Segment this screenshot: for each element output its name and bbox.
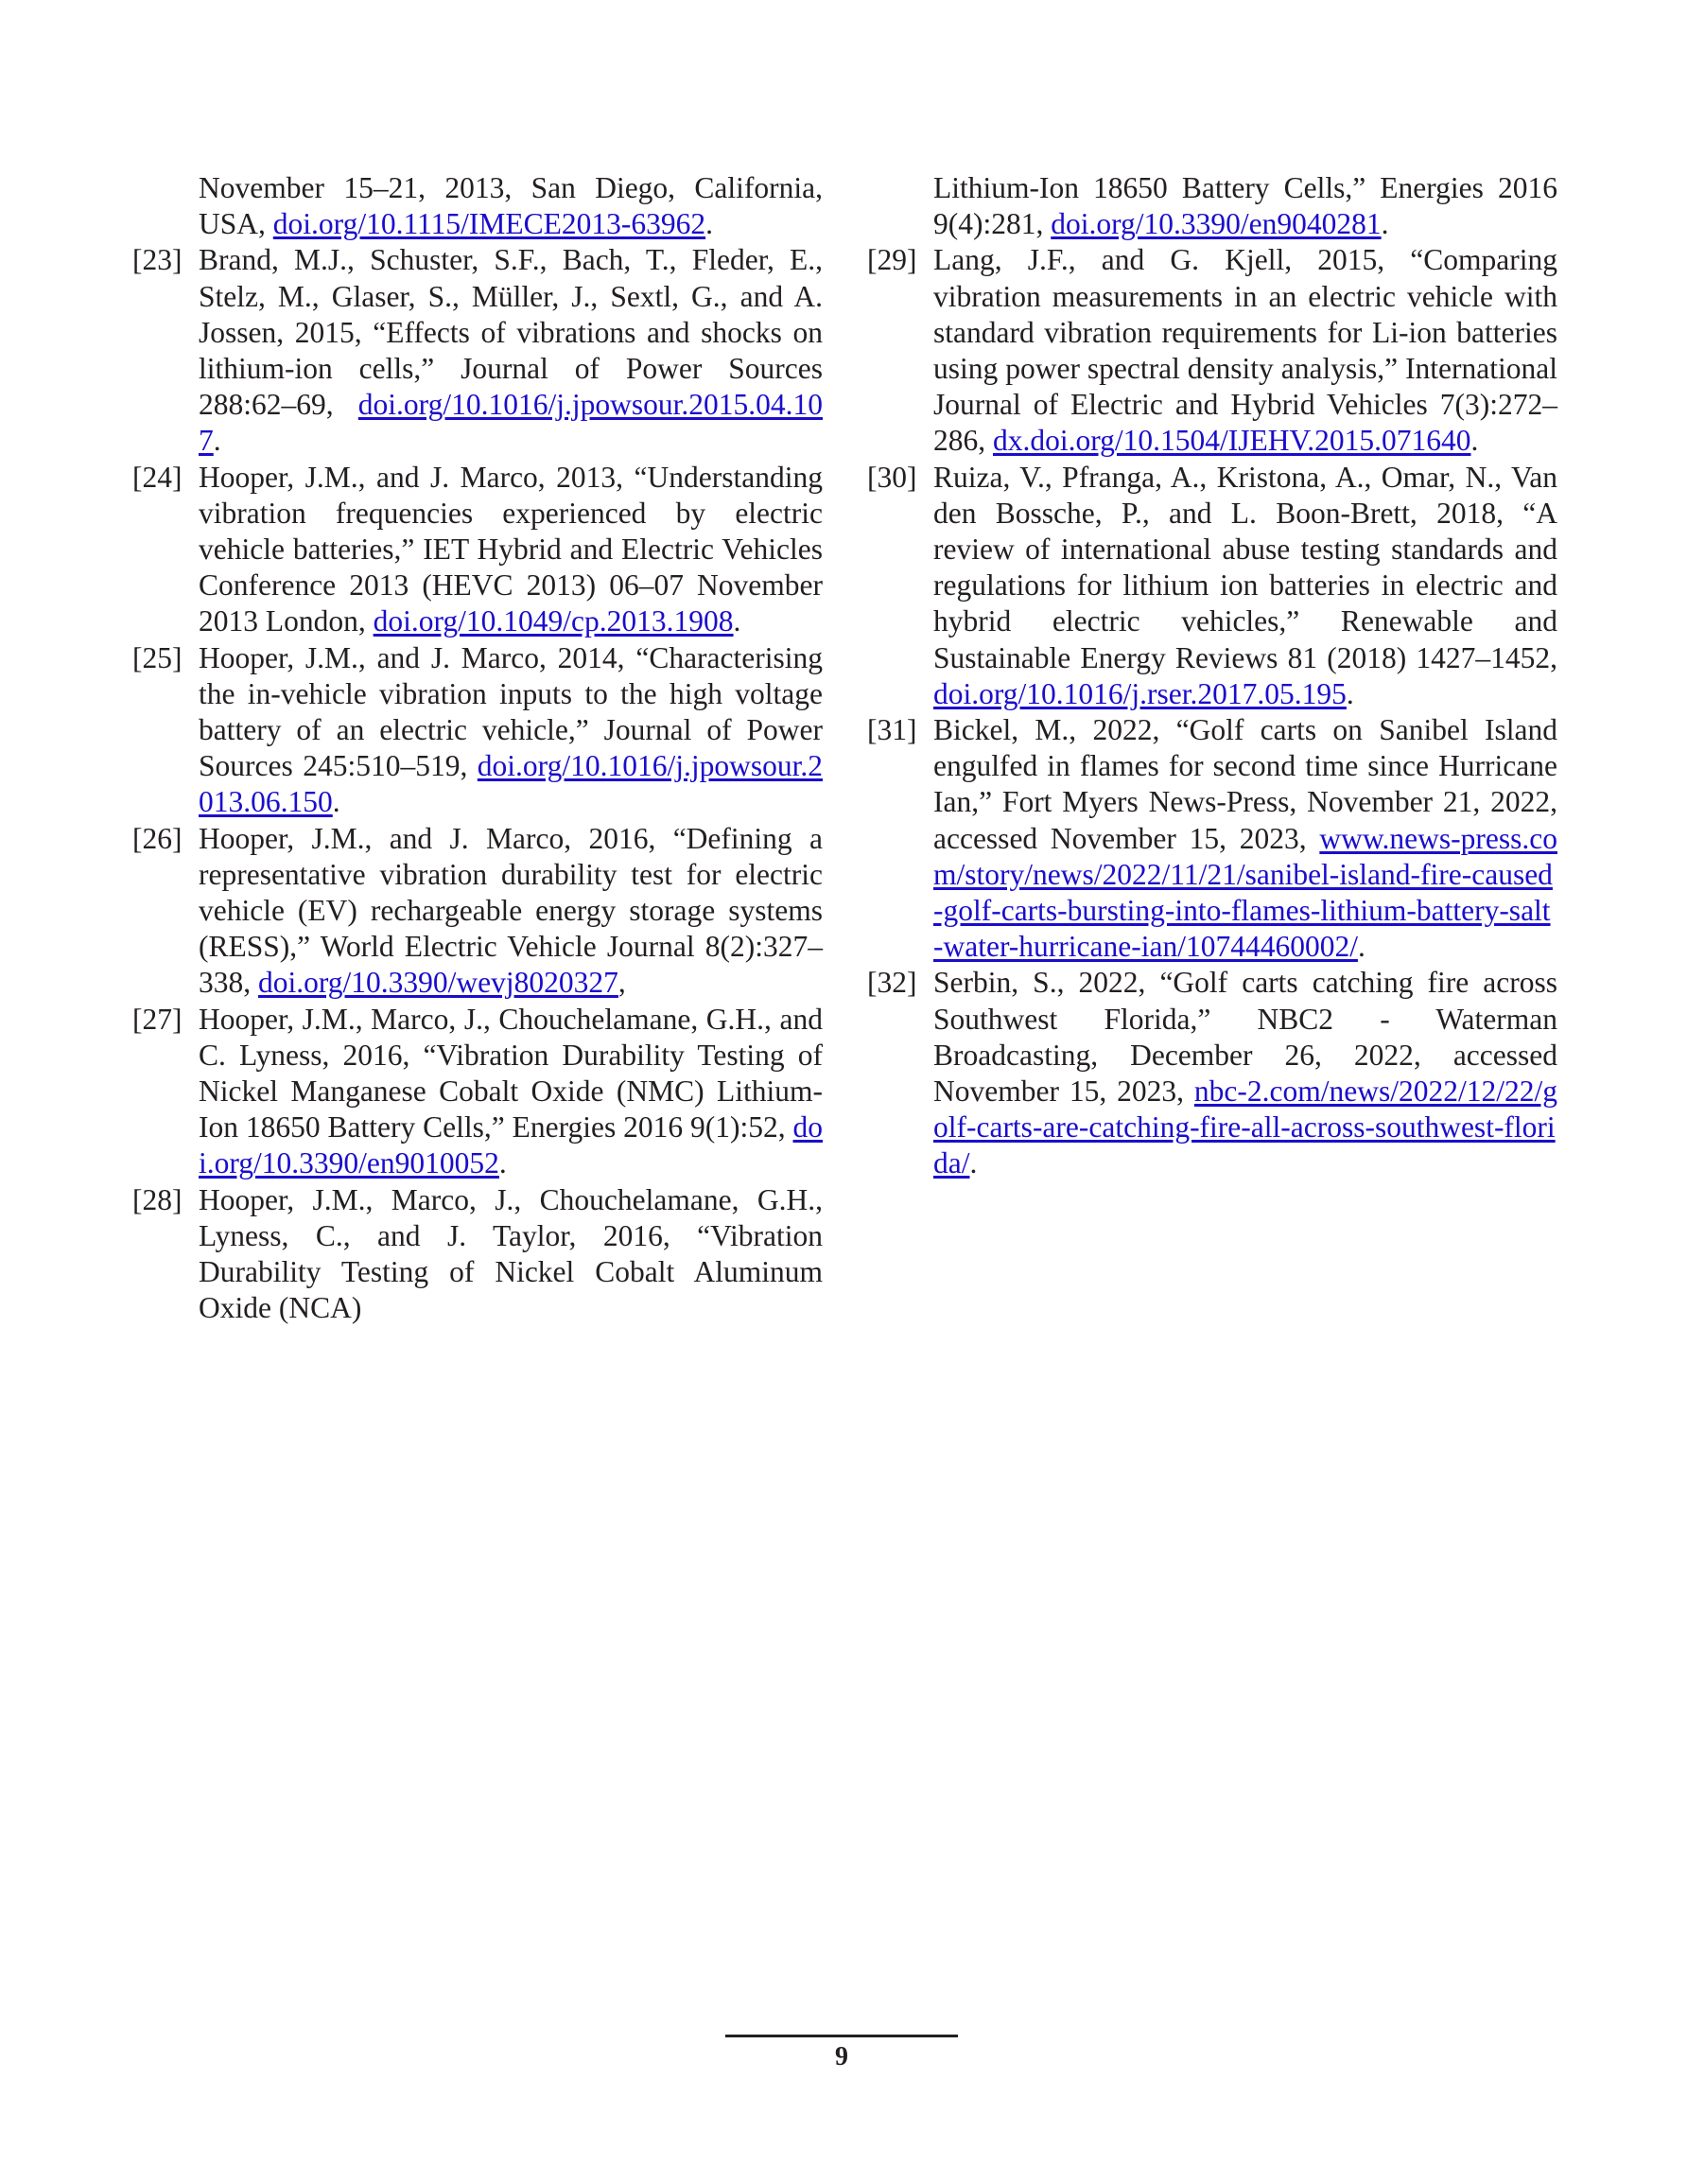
references-right-column: [867, 170, 1557, 1182]
reference-text: Bickel, M., 2022, “Golf carts on Sanibel Island engulfed in flames for second time since Hurricane Ian,” Fort Myers News-Press, November 21, 2022, accessed November 15, 2023,: [933, 713, 1557, 855]
reference-link[interactable]: doi.org/10.1016/j.jpowsour.2015.04.107: [199, 388, 823, 458]
reference-link[interactable]: doi.org/10.3390/en9010052: [199, 1110, 823, 1180]
reference-text: November 15–21, 2013, San Diego, California, USA,: [199, 171, 823, 241]
reference-number: [25]: [132, 640, 183, 674]
reference-link[interactable]: dx.doi.org/10.1504/IJEHV.2015.071640: [993, 424, 1471, 458]
references-left-column: [132, 170, 823, 1327]
reference-end: .: [733, 604, 741, 638]
reference-link[interactable]: doi.org/10.3390/wevj8020327: [258, 966, 618, 1000]
reference-text: Ruiza, V., Pfranga, A., Kristona, A., Omar, N., Van den Bossche, P., and L. Boon-Brett, 2018, “A review of international abuse testing standards and regulations for lithium ion batteries in electric and hybrid electric vehicles,” Renewable and Sustainable Energy Reviews 81 (2018) 1427–1452,: [933, 460, 1557, 674]
reference-31: [867, 712, 1557, 965]
reference-link[interactable]: doi.org/10.1115/IMECE2013-63962: [272, 207, 706, 241]
reference-30: [867, 460, 1557, 712]
reference-29: [867, 242, 1557, 459]
reference-number: [27]: [132, 1002, 183, 1036]
reference-32: [867, 965, 1557, 1181]
reference-28: [132, 1182, 823, 1327]
reference-text: Hooper, J.M., Marco, J., Chouchelamane, G.H., and C. Lyness, 2016, “Vibration Durability Testing of Nickel Manganese Cobalt Oxide (NMC) Lithium-Ion 18650 Battery Cells,” Energies 2016 9(1):52,: [199, 1002, 823, 1144]
reference-text: Brand, M.J., Schuster, S.F., Bach, T., Fleder, E., Stelz, M., Glaser, S., Müller, J., Sextl, G., and A. Jossen, 2015, “Effects of vibrations and shocks on lithium-ion cells,” Journal of Power Sources 288:62–69,: [199, 243, 823, 422]
page-number: 9: [835, 2042, 848, 2071]
reference-end: .: [498, 1146, 507, 1180]
reference-text: Lang, J.F., and G. Kjell, 2015, “Comparing vibration measurements in an electric vehicle with standard vibration requirements for Li-ion batteries using power spectral density analysis,” International Journal of Electric and Hybrid Vehicles 7(3):272–286,: [933, 243, 1557, 458]
reference-number: [26]: [132, 821, 183, 855]
reference-text: Hooper, J.M., and J. Marco, 2016, “Defining a representative vibration durability test for electric vehicle (EV) rechargeable energy storage systems (RESS),” World Electric Vehicle Journal 8(2):327–338,: [199, 821, 823, 1000]
reference-link[interactable]: doi.org/10.1016/j.rser.2017.05.195: [933, 676, 1347, 710]
reference-continuation: [867, 170, 1557, 242]
reference-text: Lithium-Ion 18650 Battery Cells,” Energies 2016 9(4):281,: [933, 171, 1557, 241]
reference-number: [23]: [132, 243, 183, 277]
footer-rule: [725, 2035, 958, 2037]
reference-25: [132, 640, 823, 821]
reference-end: .: [1357, 930, 1365, 964]
reference-number: [31]: [867, 713, 917, 747]
reference-end: .: [213, 424, 221, 458]
reference-link[interactable]: www.news-press.com/story/news/2022/11/21/sanibel-island-fire-caused-golf-carts-bursting-into-flames-lithium-battery-salt-water-hurricane-ian/10744460002/: [933, 821, 1557, 964]
reference-24: [132, 460, 823, 640]
reference-link[interactable]: nbc-2.com/news/2022/12/22/golf-carts-are-catching-fire-all-across-southwest-florida/: [933, 1075, 1557, 1180]
reference-end: .: [332, 785, 340, 819]
reference-end: .: [1346, 676, 1354, 710]
reference-number: [28]: [132, 1182, 183, 1216]
reference-text: Serbin, S., 2022, “Golf carts catching fire across Southwest Florida,” NBC2 - Waterman Broadcasting, December 26, 2022, accessed November 15, 2023,: [933, 966, 1557, 1109]
reference-number: [30]: [867, 460, 917, 494]
reference-text: Hooper, J.M., and J. Marco, 2013, “Understanding vibration frequencies experienced by electric vehicle batteries,” IET Hybrid and Electric Vehicles Conference 2013 (HEVC 2013) 06–07 November 2013 London,: [199, 460, 823, 638]
reference-end: .: [1470, 424, 1479, 458]
reference-26: [132, 821, 823, 1002]
reference-27: [132, 1002, 823, 1182]
reference-link[interactable]: doi.org/10.1049/cp.2013.1908: [373, 604, 734, 638]
reference-text: Hooper, J.M., and J. Marco, 2014, “Characterising the in-vehicle vibration inputs to the high voltage battery of an electric vehicle,” Journal of Power Sources 245:510–519,: [199, 640, 823, 783]
reference-continuation: [132, 170, 823, 242]
reference-link[interactable]: doi.org/10.3390/en9040281: [1051, 207, 1382, 241]
reference-number: [29]: [867, 243, 917, 277]
reference-link[interactable]: doi.org/10.1016/j.jpowsour.2013.06.150: [199, 749, 823, 819]
reference-text: Hooper, J.M., Marco, J., Chouchelamane, G.H., Lyness, C., and J. Taylor, 2016, “Vibration Durability Testing of Nickel Cobalt Aluminum Oxide (NCA): [199, 1182, 823, 1325]
reference-end: .: [1381, 207, 1389, 241]
reference-end: .: [969, 1146, 978, 1180]
reference-number: [24]: [132, 460, 183, 494]
reference-end: .: [705, 207, 713, 241]
reference-number: [32]: [867, 966, 917, 1000]
reference-end: ,: [617, 966, 626, 1000]
reference-23: [132, 242, 823, 459]
